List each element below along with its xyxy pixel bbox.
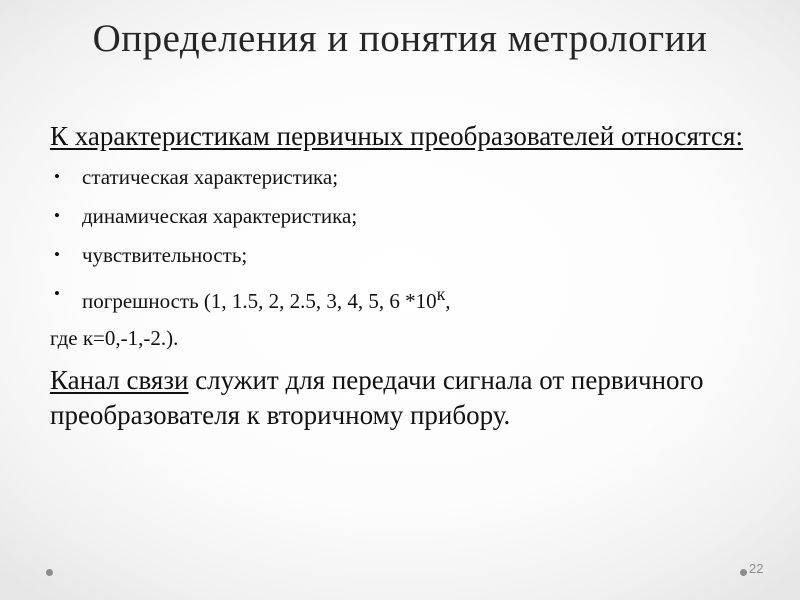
list-item	[50, 164, 750, 190]
channel-paragraph	[50, 363, 750, 433]
exponent-note: где к=0,-1,-2.).	[50, 326, 179, 350]
channel-description: служит для передачи сигнала от первичного преобразователя к вторичному прибору.	[50, 365, 704, 430]
bullet-icon: •	[54, 167, 60, 186]
channel-term: Канал связи	[50, 365, 189, 395]
list-item-text: динамическая характеристика;	[82, 204, 358, 228]
lead-text: К характеристикам первичных преобразователей относятся:	[50, 121, 743, 151]
right-ornament-dot	[740, 569, 747, 576]
page-number: 22	[749, 561, 764, 576]
slide-title: Определения и понятия метрологии	[92, 17, 708, 60]
exponent-superscript: к	[436, 284, 446, 304]
list-item-text: статическая характеристика;	[82, 165, 339, 189]
list-item-suffix: ,	[445, 289, 451, 313]
left-ornament-dot	[46, 569, 53, 576]
list-item	[50, 203, 750, 229]
list-item-text: погрешность (1, 1.5, 2, 2.5, 3, 4, 5, 6 *10	[82, 289, 437, 313]
bullet-list	[50, 164, 750, 314]
bullet-icon: •	[54, 206, 60, 225]
slide-content	[50, 118, 750, 433]
list-item-text: чувствительность;	[82, 243, 248, 267]
bullet-icon: •	[54, 284, 60, 303]
list-item	[50, 281, 750, 314]
list-item	[50, 242, 750, 268]
bullet-icon: •	[54, 245, 60, 264]
